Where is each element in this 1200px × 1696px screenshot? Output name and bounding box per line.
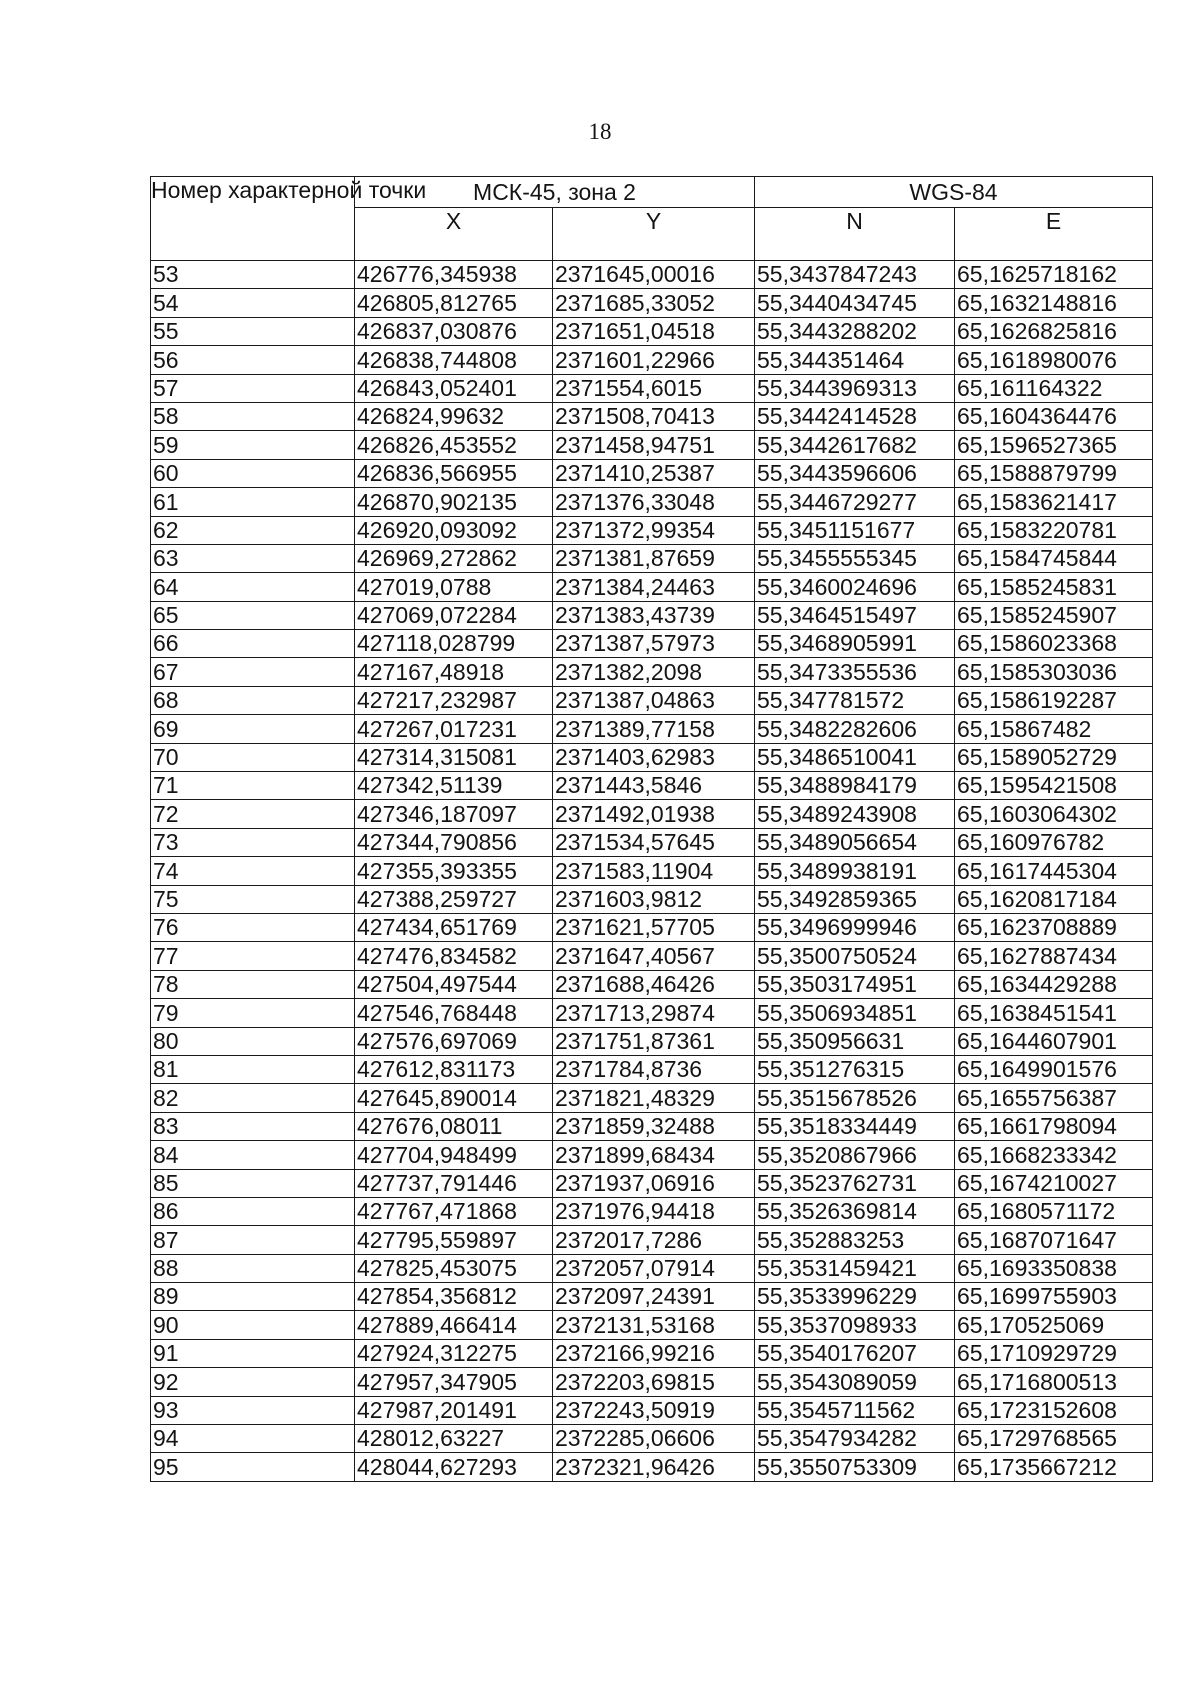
point-number-cell: 93	[151, 1396, 355, 1424]
e-cell: 65,1649901576	[955, 1055, 1153, 1083]
x-cell: 427346,187097	[355, 800, 553, 828]
e-cell: 65,1668233342	[955, 1141, 1153, 1169]
x-cell: 427504,497544	[355, 970, 553, 998]
e-cell: 65,1584745844	[955, 544, 1153, 572]
point-number-cell: 63	[151, 544, 355, 572]
x-cell: 426837,030876	[355, 317, 553, 345]
x-cell: 427987,201491	[355, 1396, 553, 1424]
point-number-cell: 54	[151, 289, 355, 317]
n-cell: 55,3550753309	[755, 1453, 955, 1481]
e-cell: 65,1634429288	[955, 970, 1153, 998]
n-cell: 55,352883253	[755, 1226, 955, 1254]
y-cell: 2372243,50919	[553, 1396, 755, 1424]
point-number-cell: 62	[151, 516, 355, 544]
point-number-cell: 56	[151, 346, 355, 374]
n-cell: 55,3500750524	[755, 942, 955, 970]
table-row	[151, 1226, 1153, 1254]
y-cell: 2371443,5846	[553, 772, 755, 800]
n-cell: 55,3451151677	[755, 516, 955, 544]
e-cell: 65,1623708889	[955, 913, 1153, 941]
e-cell: 65,1625718162	[955, 261, 1153, 289]
y-cell: 2371899,68434	[553, 1141, 755, 1169]
table-row	[151, 1197, 1153, 1225]
point-number-cell: 59	[151, 431, 355, 459]
e-cell: 65,1687071647	[955, 1226, 1153, 1254]
table-row	[151, 828, 1153, 856]
y-cell: 2371372,99354	[553, 516, 755, 544]
point-number-cell: 72	[151, 800, 355, 828]
e-cell: 65,1699755903	[955, 1283, 1153, 1311]
y-cell: 2371713,29874	[553, 999, 755, 1027]
n-cell: 55,347781572	[755, 686, 955, 714]
y-cell: 2371554,6015	[553, 374, 755, 402]
table-row	[151, 857, 1153, 885]
x-cell: 427019,0788	[355, 573, 553, 601]
n-cell: 55,3443288202	[755, 317, 955, 345]
e-cell: 65,1589052729	[955, 743, 1153, 771]
page-number: 18	[588, 119, 612, 144]
n-cell: 55,3442617682	[755, 431, 955, 459]
table-row	[151, 374, 1153, 402]
y-cell: 2371387,04863	[553, 686, 755, 714]
y-cell: 2371410,25387	[553, 459, 755, 487]
x-cell: 426870,902135	[355, 488, 553, 516]
table-row	[151, 1339, 1153, 1367]
y-cell: 2371601,22966	[553, 346, 755, 374]
table-row	[151, 1311, 1153, 1339]
y-cell: 2371647,40567	[553, 942, 755, 970]
coordinates-table	[150, 176, 1153, 1482]
e-cell: 65,1617445304	[955, 857, 1153, 885]
x-cell: 426826,453552	[355, 431, 553, 459]
table-row	[151, 346, 1153, 374]
y-cell: 2371384,24463	[553, 573, 755, 601]
x-cell: 427217,232987	[355, 686, 553, 714]
point-number-cell: 70	[151, 743, 355, 771]
e-cell: 65,1638451541	[955, 999, 1153, 1027]
y-cell: 2371376,33048	[553, 488, 755, 516]
point-number-cell: 76	[151, 913, 355, 941]
table-row	[151, 885, 1153, 913]
e-cell: 65,1655756387	[955, 1084, 1153, 1112]
n-cell: 55,3437847243	[755, 261, 955, 289]
header-wgs84: WGS-84	[755, 177, 1153, 208]
point-number-cell: 82	[151, 1084, 355, 1112]
table-row	[151, 402, 1153, 430]
point-number-cell: 81	[151, 1055, 355, 1083]
e-cell: 65,1693350838	[955, 1254, 1153, 1282]
n-cell: 55,3533996229	[755, 1283, 955, 1311]
n-cell: 55,3443969313	[755, 374, 955, 402]
point-number-cell: 84	[151, 1141, 355, 1169]
n-cell: 55,3446729277	[755, 488, 955, 516]
e-cell: 65,1620817184	[955, 885, 1153, 913]
point-number-cell: 69	[151, 715, 355, 743]
e-cell: 65,1661798094	[955, 1112, 1153, 1140]
point-number-cell: 55	[151, 317, 355, 345]
x-cell: 427576,697069	[355, 1027, 553, 1055]
table-row	[151, 1027, 1153, 1055]
n-cell: 55,3489056654	[755, 828, 955, 856]
x-cell: 426776,345938	[355, 261, 553, 289]
x-cell: 426969,272862	[355, 544, 553, 572]
y-cell: 2372057,07914	[553, 1254, 755, 1282]
x-cell: 426843,052401	[355, 374, 553, 402]
x-cell: 427434,651769	[355, 913, 553, 941]
x-cell: 427767,471868	[355, 1197, 553, 1225]
y-cell: 2371937,06916	[553, 1169, 755, 1197]
y-cell: 2372017,7286	[553, 1226, 755, 1254]
y-cell: 2371784,8736	[553, 1055, 755, 1083]
e-cell: 65,1618980076	[955, 346, 1153, 374]
table-row	[151, 1283, 1153, 1311]
y-cell: 2372097,24391	[553, 1283, 755, 1311]
y-cell: 2371688,46426	[553, 970, 755, 998]
x-cell: 427795,559897	[355, 1226, 553, 1254]
e-cell: 65,1585303036	[955, 658, 1153, 686]
table-row	[151, 1453, 1153, 1481]
y-cell: 2371387,57973	[553, 630, 755, 658]
e-cell: 65,1710929729	[955, 1339, 1153, 1367]
e-cell: 65,1716800513	[955, 1368, 1153, 1396]
n-cell: 55,350956631	[755, 1027, 955, 1055]
header-e: E	[955, 208, 1153, 261]
e-cell: 65,1586023368	[955, 630, 1153, 658]
table-row	[151, 743, 1153, 771]
x-cell: 427854,356812	[355, 1283, 553, 1311]
table-row	[151, 1425, 1153, 1453]
y-cell: 2371751,87361	[553, 1027, 755, 1055]
x-cell: 427069,072284	[355, 601, 553, 629]
point-number-cell: 65	[151, 601, 355, 629]
e-cell: 65,1583220781	[955, 516, 1153, 544]
point-number-cell: 58	[151, 402, 355, 430]
x-cell: 427889,466414	[355, 1311, 553, 1339]
n-cell: 55,3489243908	[755, 800, 955, 828]
e-cell: 65,170525069	[955, 1311, 1153, 1339]
y-cell: 2371534,57645	[553, 828, 755, 856]
table-row	[151, 715, 1153, 743]
y-cell: 2372321,96426	[553, 1453, 755, 1481]
table-row	[151, 431, 1153, 459]
table-row	[151, 317, 1153, 345]
table-row	[151, 1141, 1153, 1169]
y-cell: 2371821,48329	[553, 1084, 755, 1112]
y-cell: 2371603,9812	[553, 885, 755, 913]
table-row	[151, 1084, 1153, 1112]
point-number-cell: 73	[151, 828, 355, 856]
point-number-cell: 68	[151, 686, 355, 714]
x-cell: 427314,315081	[355, 743, 553, 771]
table-row	[151, 1254, 1153, 1282]
header-x: X	[355, 208, 553, 261]
point-number-cell: 95	[151, 1453, 355, 1481]
x-cell: 427676,08011	[355, 1112, 553, 1140]
e-cell: 65,1627887434	[955, 942, 1153, 970]
table-row	[151, 488, 1153, 516]
e-cell: 65,161164322	[955, 374, 1153, 402]
table-row	[151, 516, 1153, 544]
e-cell: 65,1588879799	[955, 459, 1153, 487]
n-cell: 55,3482282606	[755, 715, 955, 743]
n-cell: 55,3468905991	[755, 630, 955, 658]
y-cell: 2372131,53168	[553, 1311, 755, 1339]
n-cell: 55,3496999946	[755, 913, 955, 941]
n-cell: 55,3492859365	[755, 885, 955, 913]
y-cell: 2371458,94751	[553, 431, 755, 459]
x-cell: 427167,48918	[355, 658, 553, 686]
table-row	[151, 800, 1153, 828]
x-cell: 427704,948499	[355, 1141, 553, 1169]
x-cell: 427267,017231	[355, 715, 553, 743]
table-row	[151, 1368, 1153, 1396]
y-cell: 2371621,57705	[553, 913, 755, 941]
y-cell: 2371508,70413	[553, 402, 755, 430]
header-y: Y	[553, 208, 755, 261]
x-cell: 428044,627293	[355, 1453, 553, 1481]
y-cell: 2371859,32488	[553, 1112, 755, 1140]
y-cell: 2371685,33052	[553, 289, 755, 317]
y-cell: 2371381,87659	[553, 544, 755, 572]
point-number-cell: 91	[151, 1339, 355, 1367]
n-cell: 55,3540176207	[755, 1339, 955, 1367]
x-cell: 428012,63227	[355, 1425, 553, 1453]
x-cell: 427344,790856	[355, 828, 553, 856]
e-cell: 65,1585245907	[955, 601, 1153, 629]
table-row	[151, 913, 1153, 941]
n-cell: 55,3443596606	[755, 459, 955, 487]
table-row	[151, 289, 1153, 317]
header-msk45-zone2: МСК-45, зона 2	[355, 177, 755, 208]
table-row	[151, 658, 1153, 686]
point-number-cell: 87	[151, 1226, 355, 1254]
y-cell: 2371383,43739	[553, 601, 755, 629]
e-cell: 65,1626825816	[955, 317, 1153, 345]
n-cell: 55,3531459421	[755, 1254, 955, 1282]
table-row	[151, 1396, 1153, 1424]
point-number-cell: 57	[151, 374, 355, 402]
e-cell: 65,1632148816	[955, 289, 1153, 317]
point-number-cell: 66	[151, 630, 355, 658]
n-cell: 55,3464515497	[755, 601, 955, 629]
x-cell: 427546,768448	[355, 999, 553, 1027]
y-cell: 2371583,11904	[553, 857, 755, 885]
x-cell: 427388,259727	[355, 885, 553, 913]
y-cell: 2372166,99216	[553, 1339, 755, 1367]
x-cell: 426805,812765	[355, 289, 553, 317]
n-cell: 55,3547934282	[755, 1425, 955, 1453]
n-cell: 55,3520867966	[755, 1141, 955, 1169]
n-cell: 55,3543089059	[755, 1368, 955, 1396]
point-number-cell: 94	[151, 1425, 355, 1453]
y-cell: 2371403,62983	[553, 743, 755, 771]
n-cell: 55,3489938191	[755, 857, 955, 885]
point-number-cell: 60	[151, 459, 355, 487]
point-number-cell: 80	[151, 1027, 355, 1055]
y-cell: 2371492,01938	[553, 800, 755, 828]
n-cell: 55,3506934851	[755, 999, 955, 1027]
point-number-cell: 90	[151, 1311, 355, 1339]
x-cell: 426824,99632	[355, 402, 553, 430]
y-cell: 2372285,06606	[553, 1425, 755, 1453]
n-cell: 55,3545711562	[755, 1396, 955, 1424]
point-number-cell: 75	[151, 885, 355, 913]
n-cell: 55,3523762731	[755, 1169, 955, 1197]
n-cell: 55,3488984179	[755, 772, 955, 800]
x-cell: 426920,093092	[355, 516, 553, 544]
point-number-cell: 89	[151, 1283, 355, 1311]
e-cell: 65,1585245831	[955, 573, 1153, 601]
table-row	[151, 601, 1153, 629]
point-number-cell: 67	[151, 658, 355, 686]
table-header	[151, 177, 1153, 261]
table-row	[151, 772, 1153, 800]
e-cell: 65,1674210027	[955, 1169, 1153, 1197]
n-cell: 55,3503174951	[755, 970, 955, 998]
n-cell: 55,344351464	[755, 346, 955, 374]
point-number-cell: 61	[151, 488, 355, 516]
e-cell: 65,1586192287	[955, 686, 1153, 714]
table-row	[151, 573, 1153, 601]
table-row	[151, 1112, 1153, 1140]
e-cell: 65,1729768565	[955, 1425, 1153, 1453]
table-row	[151, 970, 1153, 998]
header-n: N	[755, 208, 955, 261]
x-cell: 427957,347905	[355, 1368, 553, 1396]
table-row	[151, 1169, 1153, 1197]
point-number-cell: 74	[151, 857, 355, 885]
e-cell: 65,1735667212	[955, 1453, 1153, 1481]
x-cell: 427924,312275	[355, 1339, 553, 1367]
n-cell: 55,3473355536	[755, 658, 955, 686]
x-cell: 427342,51139	[355, 772, 553, 800]
x-cell: 427612,831173	[355, 1055, 553, 1083]
point-number-cell: 88	[151, 1254, 355, 1282]
table-row	[151, 1055, 1153, 1083]
n-cell: 55,3518334449	[755, 1112, 955, 1140]
e-cell: 65,1604364476	[955, 402, 1153, 430]
e-cell: 65,1680571172	[955, 1197, 1153, 1225]
table-row	[151, 686, 1153, 714]
n-cell: 55,3460024696	[755, 573, 955, 601]
e-cell: 65,1595421508	[955, 772, 1153, 800]
x-cell: 427118,028799	[355, 630, 553, 658]
n-cell: 55,3526369814	[755, 1197, 955, 1225]
e-cell: 65,1596527365	[955, 431, 1153, 459]
point-number-cell: 71	[151, 772, 355, 800]
table-row	[151, 544, 1153, 572]
e-cell: 65,1723152608	[955, 1396, 1153, 1424]
y-cell: 2371389,77158	[553, 715, 755, 743]
n-cell: 55,3442414528	[755, 402, 955, 430]
y-cell: 2371976,94418	[553, 1197, 755, 1225]
y-cell: 2371645,00016	[553, 261, 755, 289]
table-row	[151, 261, 1153, 289]
point-number-cell: 79	[151, 999, 355, 1027]
e-cell: 65,1603064302	[955, 800, 1153, 828]
point-number-cell: 86	[151, 1197, 355, 1225]
x-cell: 427645,890014	[355, 1084, 553, 1112]
y-cell: 2372203,69815	[553, 1368, 755, 1396]
x-cell: 427825,453075	[355, 1254, 553, 1282]
x-cell: 426838,744808	[355, 346, 553, 374]
table-body	[151, 261, 1153, 1482]
n-cell: 55,351276315	[755, 1055, 955, 1083]
n-cell: 55,3455555345	[755, 544, 955, 572]
e-cell: 65,160976782	[955, 828, 1153, 856]
header-point-number: Номер характерной точки	[151, 177, 355, 261]
x-cell: 427355,393355	[355, 857, 553, 885]
x-cell: 427737,791446	[355, 1169, 553, 1197]
x-cell: 426836,566955	[355, 459, 553, 487]
y-cell: 2371382,2098	[553, 658, 755, 686]
y-cell: 2371651,04518	[553, 317, 755, 345]
n-cell: 55,3515678526	[755, 1084, 955, 1112]
table-row	[151, 459, 1153, 487]
point-number-cell: 85	[151, 1169, 355, 1197]
e-cell: 65,1644607901	[955, 1027, 1153, 1055]
table-row	[151, 630, 1153, 658]
point-number-cell: 77	[151, 942, 355, 970]
table-row	[151, 999, 1153, 1027]
point-number-cell: 83	[151, 1112, 355, 1140]
table-row	[151, 942, 1153, 970]
point-number-cell: 53	[151, 261, 355, 289]
point-number-cell: 64	[151, 573, 355, 601]
x-cell: 427476,834582	[355, 942, 553, 970]
e-cell: 65,1583621417	[955, 488, 1153, 516]
n-cell: 55,3537098933	[755, 1311, 955, 1339]
e-cell: 65,15867482	[955, 715, 1153, 743]
point-number-cell: 92	[151, 1368, 355, 1396]
point-number-cell: 78	[151, 970, 355, 998]
n-cell: 55,3486510041	[755, 743, 955, 771]
n-cell: 55,3440434745	[755, 289, 955, 317]
